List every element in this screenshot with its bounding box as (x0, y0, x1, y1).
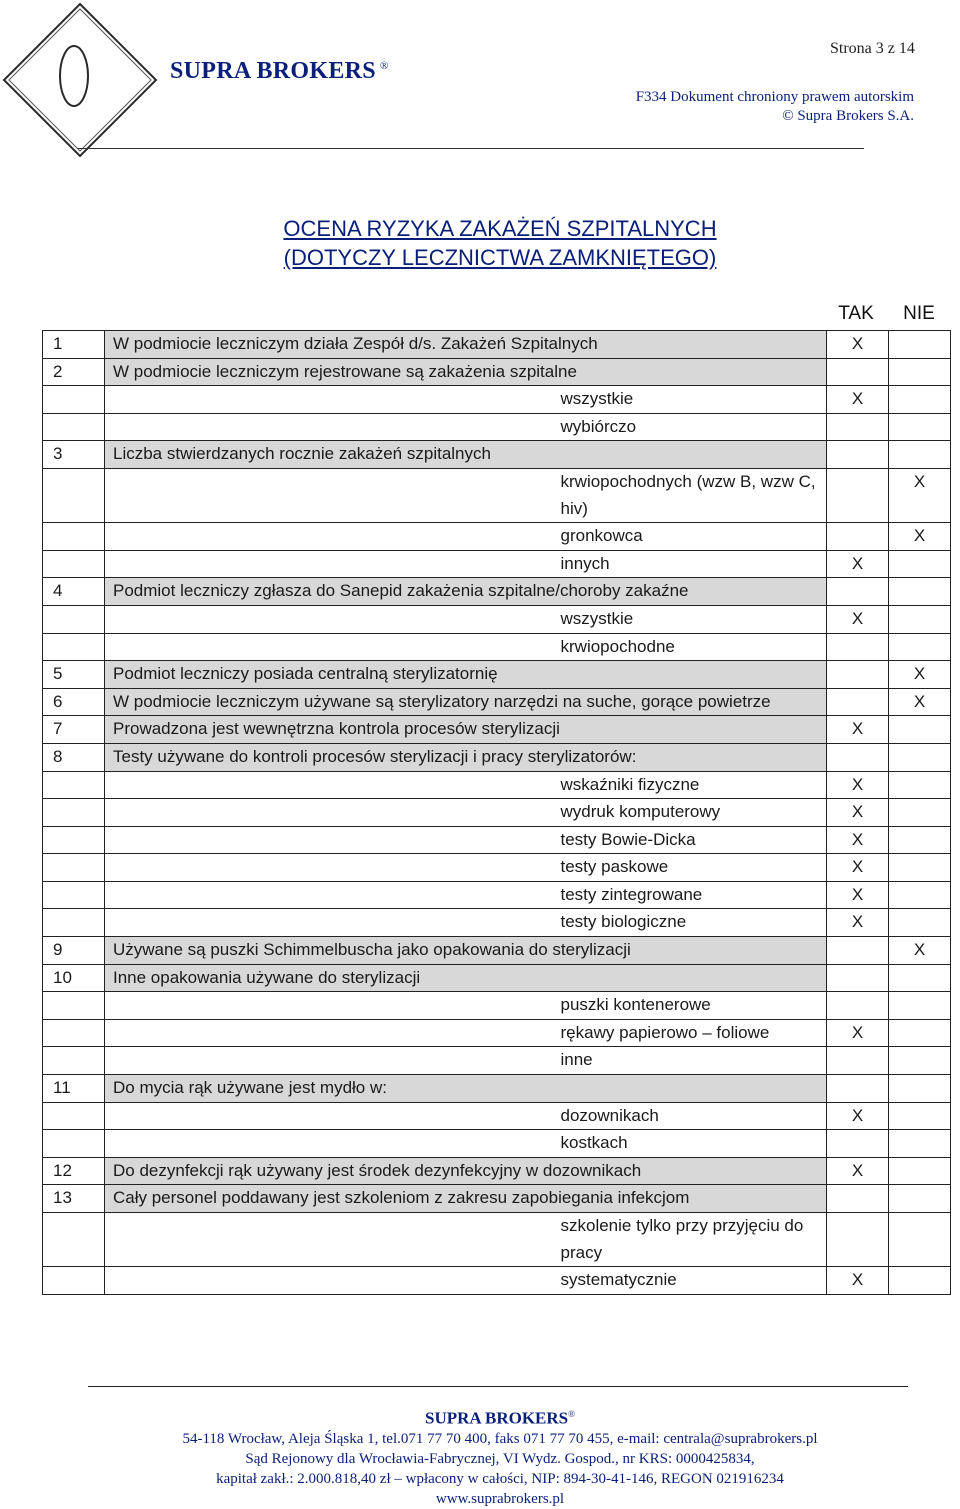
tak-mark (827, 358, 889, 386)
tak-mark (827, 578, 889, 606)
question-row (43, 358, 951, 386)
row-number-cell (43, 799, 105, 827)
question-text: Do mycia rąk używane jest mydło w: (105, 1075, 827, 1103)
option-text: szkolenie tylko przy przyjęciu do pracy (551, 1213, 827, 1267)
option-row (43, 413, 951, 441)
question-number: 12 (43, 1157, 105, 1185)
question-row (43, 964, 951, 992)
blank-cell (105, 881, 551, 909)
row-number-cell (43, 605, 105, 633)
blank-cell (105, 799, 551, 827)
nie-mark (889, 1075, 951, 1103)
company-logo (0, 0, 160, 160)
blank-cell (105, 633, 551, 661)
header-divider (78, 148, 864, 149)
tak-mark (827, 633, 889, 661)
option-row (43, 992, 951, 1020)
row-number-cell (43, 1267, 105, 1295)
tak-mark (827, 688, 889, 716)
option-text: wszystkie (551, 605, 827, 633)
row-number-cell (43, 1213, 105, 1267)
blank-cell (105, 605, 551, 633)
copyright: © Supra Brokers S.A. (782, 108, 914, 124)
page-title (0, 214, 960, 272)
row-number-cell (43, 1102, 105, 1130)
nie-mark (889, 386, 951, 414)
tak-mark: X (827, 909, 889, 937)
footer-brand: SUPRA BROKERS® (425, 1408, 575, 1428)
option-row (43, 550, 951, 578)
question-number: 2 (43, 358, 105, 386)
column-tak-label: TAK (838, 303, 874, 324)
question-number: 5 (43, 661, 105, 689)
question-number: 9 (43, 937, 105, 965)
blank-cell (105, 386, 551, 414)
blank-cell (105, 1047, 551, 1075)
question-number: 3 (43, 441, 105, 469)
question-text: Testy używane do kontroli procesów sterylizacji i pracy sterylizatorów: (105, 743, 827, 771)
question-number: 1 (43, 331, 105, 359)
option-text: testy Bowie-Dicka (551, 826, 827, 854)
row-number-cell (43, 386, 105, 414)
footer-address: 54-118 Wrocław, Aleja Śląska 1, tel.071 77 70 400, faks 071 77 70 455, e-mail: centrala@suprabrokers.pl (182, 1430, 818, 1447)
tak-mark (827, 1185, 889, 1213)
option-row (43, 1102, 951, 1130)
option-row (43, 1213, 951, 1267)
nie-mark (889, 826, 951, 854)
option-text: dozownikach (551, 1102, 827, 1130)
question-row (43, 331, 951, 359)
row-number-cell (43, 523, 105, 551)
blank-cell (105, 413, 551, 441)
question-number: 6 (43, 688, 105, 716)
tak-mark (827, 1075, 889, 1103)
nie-mark (889, 1267, 951, 1295)
question-text: Cały personel poddawany jest szkoleniom z zakresu zapobiegania infekcjom (105, 1185, 827, 1213)
question-text: W podmiocie leczniczym rejestrowane są zakażenia szpitalne (105, 358, 827, 386)
nie-mark (889, 358, 951, 386)
column-nie-label: NIE (903, 303, 935, 324)
option-text: systematycznie (551, 1267, 827, 1295)
option-row (43, 799, 951, 827)
tak-mark (827, 523, 889, 551)
blank-cell (105, 550, 551, 578)
nie-mark (889, 743, 951, 771)
option-text: wybiórczo (551, 413, 827, 441)
tak-mark: X (827, 716, 889, 744)
question-row (43, 441, 951, 469)
question-text: W podmiocie leczniczym używane są sterylizatory narzędzi na suche, gorące powietrze (105, 688, 827, 716)
option-text: wskaźniki fizyczne (551, 771, 827, 799)
option-text: inne (551, 1047, 827, 1075)
nie-mark (889, 605, 951, 633)
nie-mark (889, 633, 951, 661)
tak-mark: X (827, 1267, 889, 1295)
blank-cell (105, 523, 551, 551)
option-row (43, 1047, 951, 1075)
question-row (43, 578, 951, 606)
question-number: 13 (43, 1185, 105, 1213)
nie-mark: X (889, 468, 951, 522)
footer-capital: kapitał zakł.: 2.000.818,40 zł – wpłacony w całości, NIP: 894-30-41-146, REGON 021916234 (216, 1470, 784, 1487)
tak-mark (827, 1047, 889, 1075)
tak-mark: X (827, 605, 889, 633)
row-number-cell (43, 1130, 105, 1158)
nie-mark (889, 1047, 951, 1075)
document-code: F334 Dokument chroniony prawem autorskim (635, 89, 914, 105)
tak-mark: X (827, 1102, 889, 1130)
tak-mark: X (827, 1019, 889, 1047)
tak-mark (827, 743, 889, 771)
row-number-cell (43, 992, 105, 1020)
row-number-cell (43, 468, 105, 522)
blank-cell (105, 1019, 551, 1047)
option-row (43, 633, 951, 661)
tak-mark: X (827, 386, 889, 414)
nie-mark (889, 1130, 951, 1158)
nie-mark (889, 799, 951, 827)
option-text: testy paskowe (551, 854, 827, 882)
footer-court: Sąd Rejonowy dla Wrocławia-Fabrycznej, VI Wydz. Gospod., nr KRS: 0000425834, (245, 1450, 755, 1467)
tak-mark (827, 468, 889, 522)
nie-mark (889, 1019, 951, 1047)
tak-mark: X (827, 854, 889, 882)
option-row (43, 1267, 951, 1295)
question-row (43, 661, 951, 689)
title-line-2: (DOTYCZY LECZNICTWA ZAMKNIĘTEGO) (283, 245, 717, 270)
footer-website: www.suprabrokers.pl (435, 1490, 565, 1507)
nie-mark (889, 716, 951, 744)
tak-mark (827, 1213, 889, 1267)
question-text: Do dezynfekcji rąk używany jest środek dezynfekcyjny w dozownikach (105, 1157, 827, 1185)
option-text: innych (551, 550, 827, 578)
option-row (43, 523, 951, 551)
row-number-cell (43, 413, 105, 441)
blank-cell (105, 1102, 551, 1130)
option-text: rękawy papierowo – foliowe (551, 1019, 827, 1047)
tak-mark: X (827, 771, 889, 799)
page-number: Strona 3 z 14 (830, 40, 915, 57)
blank-cell (105, 826, 551, 854)
nie-mark (889, 1185, 951, 1213)
question-text: Podmiot leczniczy posiada centralną sterylizatornię (105, 661, 827, 689)
blank-cell (105, 1213, 551, 1267)
footer-divider (88, 1386, 908, 1387)
nie-mark: X (889, 661, 951, 689)
brand-name: SUPRA BROKERS ® (170, 58, 389, 84)
option-row (43, 826, 951, 854)
option-text: wydruk komputerowy (551, 799, 827, 827)
tak-mark (827, 661, 889, 689)
option-text: krwiopochodne (551, 633, 827, 661)
option-row (43, 468, 951, 522)
option-row (43, 386, 951, 414)
option-row (43, 1019, 951, 1047)
blank-cell (105, 992, 551, 1020)
question-text: Podmiot leczniczy zgłasza do Sanepid zakażenia szpitalne/choroby zakaźne (105, 578, 827, 606)
question-number: 11 (43, 1075, 105, 1103)
tak-mark: X (827, 1157, 889, 1185)
option-text: puszki kontenerowe (551, 992, 827, 1020)
option-text: testy zintegrowane (551, 881, 827, 909)
nie-mark (889, 1213, 951, 1267)
question-number: 7 (43, 716, 105, 744)
blank-cell (105, 909, 551, 937)
tak-mark (827, 964, 889, 992)
option-row (43, 854, 951, 882)
risk-assessment-table (42, 330, 951, 1295)
nie-mark: X (889, 937, 951, 965)
question-row (43, 937, 951, 965)
tak-mark (827, 992, 889, 1020)
question-text: Liczba stwierdzanych rocznie zakażeń szpitalnych (105, 441, 827, 469)
question-text: Używane są puszki Schimmelbuscha jako opakowania do sterylizacji (105, 937, 827, 965)
option-row (43, 1130, 951, 1158)
option-text: testy biologiczne (551, 909, 827, 937)
question-row (43, 716, 951, 744)
row-number-cell (43, 1047, 105, 1075)
tak-mark: X (827, 881, 889, 909)
nie-mark (889, 992, 951, 1020)
question-number: 4 (43, 578, 105, 606)
row-number-cell (43, 909, 105, 937)
question-row (43, 1157, 951, 1185)
tak-mark (827, 937, 889, 965)
tak-mark: X (827, 799, 889, 827)
question-text: Prowadzona jest wewnętrzna kontrola procesów sterylizacji (105, 716, 827, 744)
blank-cell (105, 468, 551, 522)
tak-mark: X (827, 550, 889, 578)
tak-mark: X (827, 826, 889, 854)
footer (0, 1404, 960, 1509)
nie-mark (889, 441, 951, 469)
blank-cell (105, 771, 551, 799)
blank-cell (105, 1267, 551, 1295)
nie-mark (889, 771, 951, 799)
blank-cell (105, 854, 551, 882)
nie-mark (889, 331, 951, 359)
row-number-cell (43, 550, 105, 578)
nie-mark (889, 1157, 951, 1185)
nie-mark (889, 909, 951, 937)
row-number-cell (43, 771, 105, 799)
nie-mark: X (889, 688, 951, 716)
option-text: wszystkie (551, 386, 827, 414)
nie-mark (889, 881, 951, 909)
option-text: kostkach (551, 1130, 827, 1158)
question-text: Inne opakowania używane do sterylizacji (105, 964, 827, 992)
nie-mark (889, 854, 951, 882)
row-number-cell (43, 881, 105, 909)
option-text: gronkowca (551, 523, 827, 551)
option-row (43, 881, 951, 909)
question-row (43, 688, 951, 716)
nie-mark: X (889, 523, 951, 551)
blank-cell (105, 1130, 551, 1158)
row-number-cell (43, 633, 105, 661)
tak-mark: X (827, 331, 889, 359)
question-text: W podmiocie leczniczym działa Zespół d/s. Zakażeń Szpitalnych (105, 331, 827, 359)
row-number-cell (43, 826, 105, 854)
document-protection-note (614, 88, 914, 126)
question-number: 8 (43, 743, 105, 771)
option-row (43, 771, 951, 799)
tak-mark (827, 441, 889, 469)
nie-mark (889, 413, 951, 441)
row-number-cell (43, 854, 105, 882)
tak-mark (827, 1130, 889, 1158)
nie-mark (889, 578, 951, 606)
question-row (43, 1075, 951, 1103)
option-text: krwiopochodnych (wzw B, wzw C, hiv) (551, 468, 827, 522)
option-row (43, 605, 951, 633)
row-number-cell (43, 1019, 105, 1047)
question-number: 10 (43, 964, 105, 992)
question-row (43, 1185, 951, 1213)
question-row (43, 743, 951, 771)
nie-mark (889, 1102, 951, 1130)
nie-mark (889, 964, 951, 992)
tak-mark (827, 413, 889, 441)
option-row (43, 909, 951, 937)
nie-mark (889, 550, 951, 578)
title-line-1: OCENA RYZYKA ZAKAŻEŃ SZPITALNYCH (283, 216, 717, 241)
